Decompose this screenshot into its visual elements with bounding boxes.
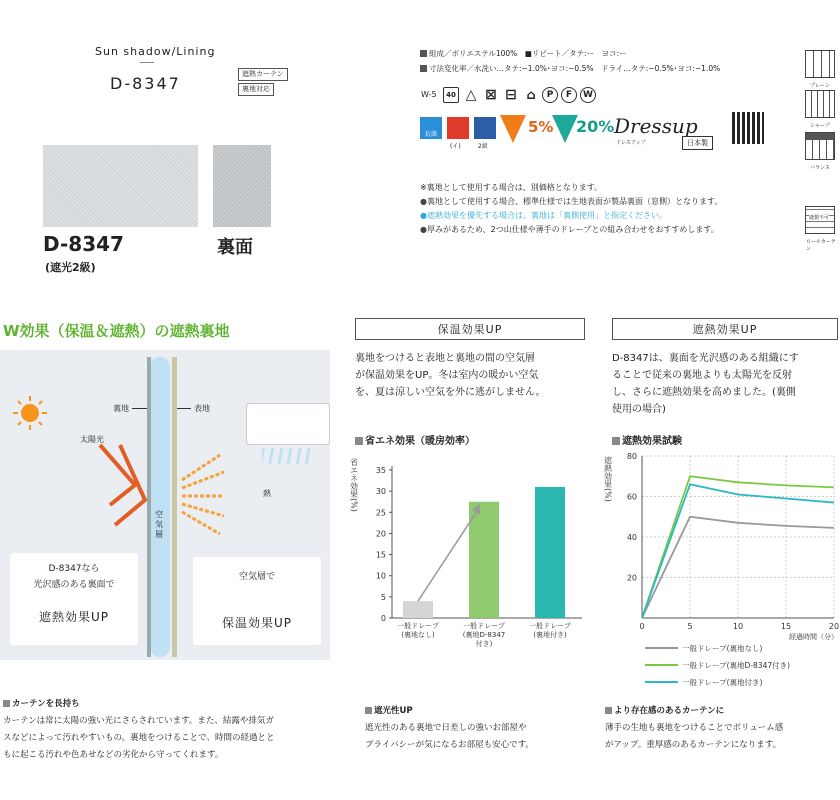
energy-triangle-orange bbox=[500, 115, 526, 143]
bar bbox=[535, 487, 565, 618]
bullet-icon bbox=[420, 50, 427, 57]
flame-badge bbox=[447, 117, 469, 139]
footer-text-line: がアップ。重厚感のあるカーテンになります。 bbox=[605, 740, 782, 750]
bullet-icon bbox=[3, 700, 10, 707]
note-bullet-icon: ● bbox=[420, 225, 427, 234]
spec-composition: 組成／ポリエステル100% ■リピート／タテ:ー ヨコ:ー bbox=[429, 49, 627, 58]
bullet-icon bbox=[355, 437, 363, 445]
y-tick-label: 60 bbox=[626, 492, 637, 502]
left-callout-line1: D-8347なら bbox=[48, 564, 100, 574]
y-axis-label: 遮熱効果(%) bbox=[603, 456, 613, 502]
style-unsewable-tag: 縫製不可 bbox=[809, 215, 830, 221]
blackout-badge-sub: 2級 bbox=[478, 143, 488, 150]
sunlight-arrows bbox=[90, 440, 150, 540]
heatshield-text-line: ることで従来の裏地よりも太陽光を反射 bbox=[612, 370, 792, 381]
warmth-chart-heading bbox=[355, 432, 475, 447]
warmth-chart-heading-text: 省エネ効果（暖房効率） bbox=[365, 436, 475, 447]
footer-title-text: より存在感のあるカーテンに bbox=[614, 706, 725, 716]
badge-5-percent: 5% bbox=[528, 118, 554, 136]
style-sharp-icon bbox=[805, 90, 835, 118]
heat-arrows bbox=[180, 450, 230, 540]
x-tick-label: 0 bbox=[639, 622, 645, 631]
blackout-badge bbox=[474, 117, 496, 139]
footer-text-line: スなどによって汚れやすいもの。裏地をつけることで、時間の経過とと bbox=[3, 733, 275, 743]
x-axis-label: 経過時間（分） bbox=[789, 633, 838, 641]
left-callout-big: 遮熱効果UP bbox=[38, 610, 110, 624]
bullet-icon bbox=[605, 707, 612, 714]
fabric-swatch-back bbox=[213, 145, 271, 227]
qr-code bbox=[732, 112, 764, 144]
air-layer-label: 空気層 bbox=[155, 510, 163, 539]
note-bullet-icon: ● bbox=[420, 211, 427, 220]
footer-title bbox=[605, 703, 783, 720]
antibacterial-badge bbox=[420, 117, 442, 139]
heatshield-chart-heading bbox=[612, 432, 682, 447]
y-tick-label: 15 bbox=[375, 550, 386, 560]
divider bbox=[140, 62, 154, 63]
y-tick-label: 80 bbox=[626, 452, 637, 461]
swatch-back-label: 裏面 bbox=[217, 237, 253, 258]
flame-badge-sub: (イ) bbox=[450, 143, 461, 150]
energy-triangle-teal bbox=[552, 115, 578, 143]
style-sharp-label: シャープ bbox=[810, 123, 830, 129]
surface-layer bbox=[172, 357, 177, 657]
category-label: 一般ドレープ bbox=[397, 622, 439, 630]
footer-block-2 bbox=[605, 703, 783, 754]
badge-20-percent: 20% bbox=[576, 117, 615, 136]
style-valance-label: バランス bbox=[810, 165, 830, 171]
legend-label: 一般ドレープ(裏地付き) bbox=[682, 678, 763, 687]
category-label: 付き) bbox=[475, 640, 493, 648]
x-tick-label: 15 bbox=[780, 622, 792, 631]
x-tick-label: 20 bbox=[828, 622, 840, 631]
note-0: ※裏地として使用する場合は、別価格となります。 bbox=[420, 183, 603, 192]
legend-label: 一般ドレープ(裏地なし) bbox=[682, 644, 763, 653]
y-tick-label: 35 bbox=[375, 466, 386, 475]
footer-title-text: カーテンを長持ち bbox=[12, 699, 80, 709]
y-tick-label: 0 bbox=[380, 614, 386, 623]
illustration-heading: W効果（保温＆遮熱）の遮熱裏地 bbox=[3, 322, 230, 340]
note-bullet-icon: ● bbox=[420, 197, 427, 206]
note-3-text: 厚みがあるため、2つ山仕様や薄手のドレープとの組み合わせをおすすめします。 bbox=[426, 225, 719, 234]
y-axis-label: 省エネ効果(%) bbox=[350, 458, 359, 512]
bar bbox=[469, 502, 499, 618]
right-callout-box bbox=[193, 557, 321, 645]
air-conditioner bbox=[246, 403, 330, 445]
footer-block-1 bbox=[365, 703, 534, 754]
style-plain-icon bbox=[805, 50, 835, 78]
y-tick-label: 5 bbox=[380, 592, 386, 602]
dryclean-p-icon: P bbox=[542, 87, 558, 103]
antibacterial-badge-label: 抗菌 bbox=[424, 131, 437, 138]
bar bbox=[403, 601, 433, 618]
left-callout-box bbox=[10, 553, 138, 645]
product-code: D-8347 bbox=[110, 74, 181, 93]
dryclean-f-icon: F bbox=[561, 87, 577, 103]
bullet-icon bbox=[420, 65, 427, 72]
bleach-icon: △ bbox=[465, 87, 477, 103]
heat-shield-line-chart bbox=[600, 448, 840, 703]
swatch-code: D-8347 bbox=[43, 232, 124, 256]
spec-line-2 bbox=[420, 63, 720, 74]
y-tick-label: 30 bbox=[375, 487, 386, 497]
y-tick-label: 20 bbox=[626, 573, 637, 583]
style-plain-label: プレーン bbox=[810, 83, 830, 89]
label-surface: 表地 bbox=[194, 404, 210, 413]
footer-text-line: カーテンは常に太陽の強い光にさらされています。また、結露や排気ガ bbox=[3, 716, 274, 726]
iron-icon: ⌂ bbox=[526, 87, 536, 103]
spec-line-1 bbox=[420, 48, 627, 59]
y-tick-label: 25 bbox=[375, 508, 386, 518]
swatch-grade: (遮光2級) bbox=[45, 261, 96, 274]
y-tick-label: 10 bbox=[375, 571, 386, 581]
wash-40-icon: 40 bbox=[443, 87, 459, 103]
y-tick-label: 20 bbox=[375, 529, 386, 539]
heatshield-text-line: D-8347は、裏面を光沢感のある組織にす bbox=[612, 353, 799, 364]
warmth-text-line: 裏地をつけると表地と裏地の間の空気層 bbox=[355, 353, 535, 364]
label-lining-line bbox=[132, 408, 147, 409]
wetclean-w-icon: W bbox=[580, 87, 596, 103]
right-callout-big: 保温効果UP bbox=[221, 616, 293, 630]
category-label: 一般ドレープ bbox=[463, 622, 505, 630]
note-3 bbox=[420, 223, 719, 237]
made-in-japan: 日本製 bbox=[682, 136, 713, 150]
dry-icon: ⊟ bbox=[505, 87, 517, 103]
brand-logo: Dressup bbox=[614, 114, 698, 138]
warmth-description bbox=[355, 350, 546, 401]
x-tick-label: 10 bbox=[732, 622, 744, 631]
right-callout-line1: 空気層で bbox=[238, 572, 275, 582]
label-lining: 裏地 bbox=[113, 404, 129, 413]
footer-title bbox=[3, 696, 275, 713]
bullet-icon bbox=[365, 707, 372, 714]
airflow-icon bbox=[262, 448, 312, 464]
note-1 bbox=[420, 195, 722, 209]
footer-text-line: もに起こる汚れや色あせなどの劣化から守ってくれます。 bbox=[3, 750, 224, 760]
category-label: Sun shadow/Lining bbox=[95, 45, 216, 58]
label-surface-line bbox=[177, 408, 191, 409]
brand-sub: ドレスアップ bbox=[616, 140, 646, 146]
heatshield-section-title: 遮熱効果UP bbox=[612, 318, 838, 340]
category-label: 一般ドレープ bbox=[529, 622, 571, 630]
bullet-icon bbox=[612, 437, 620, 445]
fabric-swatch-front bbox=[43, 145, 198, 227]
x-tick-label: 5 bbox=[687, 622, 693, 631]
warmth-section-title: 保温効果UP bbox=[355, 318, 585, 340]
category-label: (裏地付き) bbox=[533, 631, 567, 639]
footer-block-0 bbox=[3, 696, 275, 764]
category-label: (裏地なし) bbox=[401, 631, 435, 639]
energy-saving-bar-chart bbox=[350, 448, 590, 668]
heatshield-chart-heading-text: 遮熱効果試験 bbox=[622, 436, 682, 447]
footer-title-text: 遮光性UP bbox=[374, 706, 413, 716]
note-2 bbox=[420, 209, 667, 223]
category-label: (裏地D-8347 bbox=[462, 631, 506, 639]
window-glass bbox=[150, 357, 170, 657]
heatshield-text-line: 使用の場合) bbox=[612, 404, 666, 415]
footer-text-line: プライバシーが気になるお部屋も安心です。 bbox=[365, 740, 534, 750]
heatshield-description bbox=[612, 350, 799, 418]
footer-text-line: 薄手の生地も裏地をつけることでボリューム感 bbox=[605, 723, 784, 733]
footer-text-line: 遮光性のある裏地で日差しの強いお部屋や bbox=[365, 723, 527, 733]
no-tumble-icon: ⊠ bbox=[485, 87, 497, 103]
heatshield-text-line: し、さらに遮熱効果を高めました。(裏側 bbox=[612, 387, 796, 398]
legend-label: 一般ドレープ(裏地D-8347付き) bbox=[682, 661, 791, 670]
footer-title bbox=[365, 703, 534, 720]
y-tick-label: 40 bbox=[626, 533, 637, 542]
style-valance-icon bbox=[805, 132, 835, 160]
spec-shrinkage: 寸法変化率／水洗い…タテ:−1.0%･ヨコ:−0.5% ドライ…タテ:−0.5%･ヨコ:−1.0% bbox=[429, 64, 721, 73]
wash-code: W-5 bbox=[421, 90, 437, 99]
sun-icon bbox=[10, 393, 50, 433]
label-sunlight: 太陽光 bbox=[80, 435, 104, 444]
lining-tag: 裏地対応 bbox=[238, 83, 274, 96]
warmth-text-line: が保温効果をUP。冬は室内の暖かい空気 bbox=[355, 370, 539, 381]
left-callout-line2: 光沢感のある裏面で bbox=[33, 580, 115, 590]
note-2-text: 遮熱効果を優先する場合は、裏地は「裏側使用」と指定ください。 bbox=[426, 211, 667, 220]
style-roll-label: ロールカーテン bbox=[806, 239, 836, 252]
warmth-text-line: を、夏は涼しい空気を外に逃がしません。 bbox=[355, 387, 546, 398]
blackout-tag: 遮熱カーテン bbox=[238, 68, 288, 81]
label-heat: 熱 bbox=[263, 489, 271, 498]
note-1-text: 裏地として使用する場合、標準仕様では生地表面が製品裏面（窓側）となります。 bbox=[426, 197, 723, 206]
